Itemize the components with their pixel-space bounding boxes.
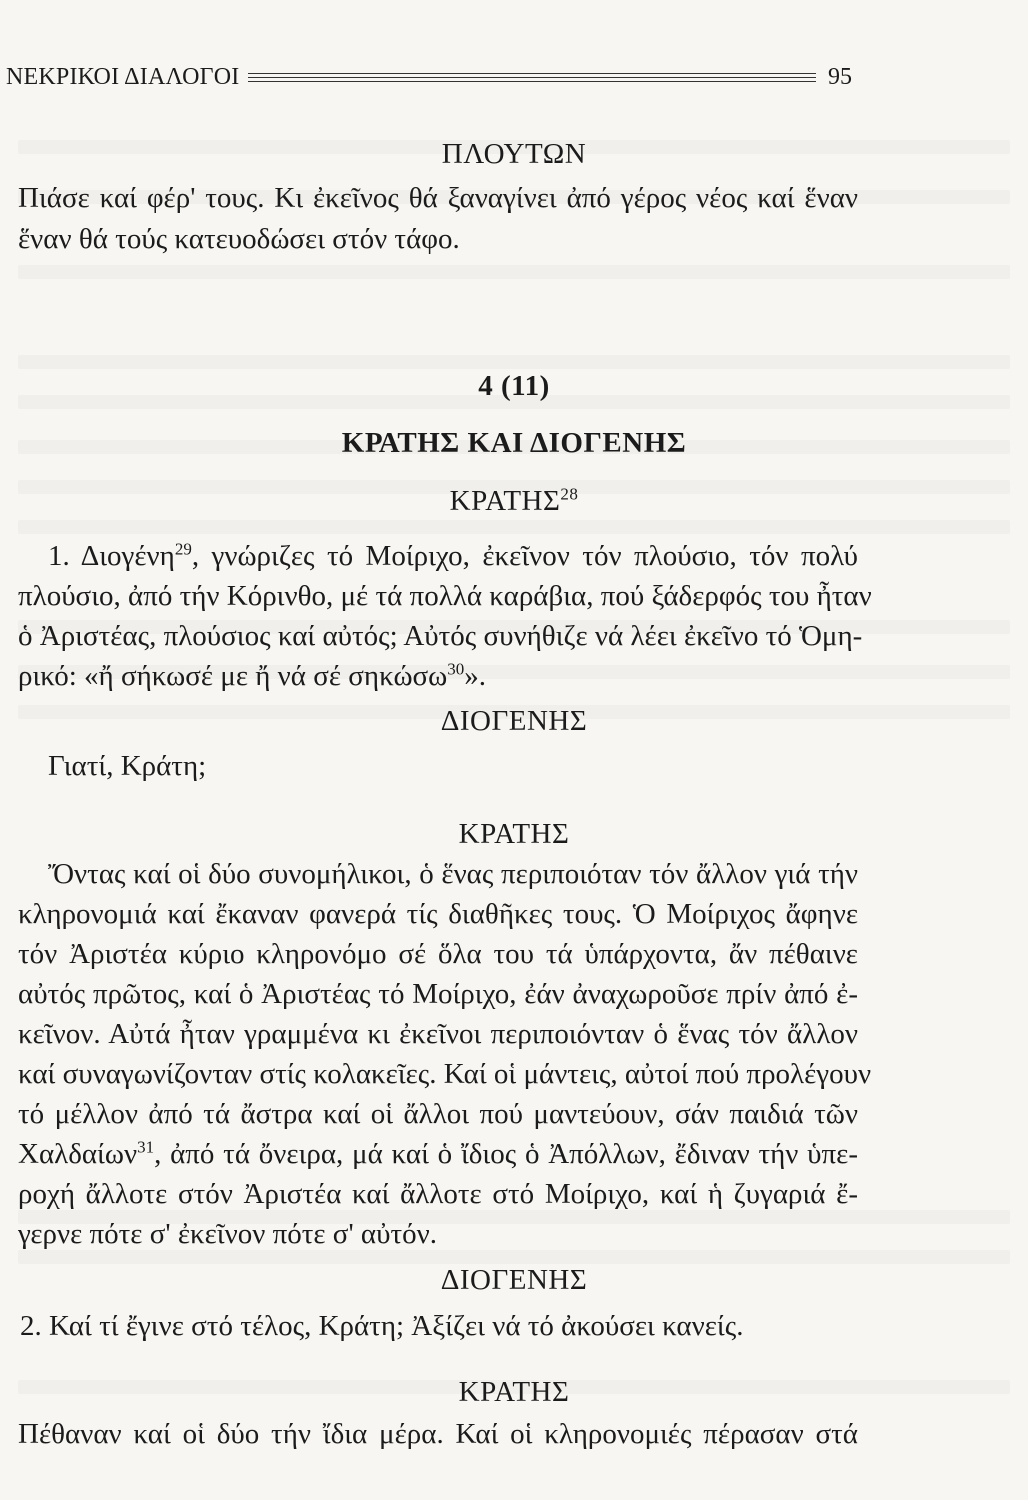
running-title: ΝΕΚΡΙΚΟΙ ΔΙΑΛΟΓΟΙ [6, 64, 240, 90]
text-line: Χαλδαίων$^{31}$, ἀπό τά ὄνειρα, μά καί ὁ ἴδιος ὁ Ἀπόλλων, ἔδιναν τήν ὑπε- [18, 1137, 858, 1170]
text-line: ἕναν θά τούς κατευοδώσει στόν τάφο. [18, 223, 460, 255]
text-line: κληρονομιά καί ἔκαναν φανερά τίς διαθῆκες τους. Ὁ Μοίριχος ἄφηνε [18, 898, 858, 930]
text-line: 2. Καί τί ἔγινε στό τέλος, Κράτη; Ἀξίζει νά τό ἀκούσει κανείς. [20, 1310, 744, 1342]
text-line: γερνε πότε σ' ἐκεῖνον πότε σ' αὐτόν. [18, 1218, 437, 1250]
text-line: ροχή ἄλλοτε στόν Ἀριστέα καί ἄλλοτε στό Μοίριχο, καί ἡ ζυγαριά ἔ- [18, 1178, 858, 1210]
footnote-ref: 30 [447, 659, 465, 679]
text-line: ὁ Ἀριστέας, πλούσιος καί αὐτός; Αὐτός συνήθιζε νά λέει ἐκεῖνο τό Ὁμη- [18, 620, 863, 652]
header-rule [248, 77, 816, 78]
speaker-heading: ΚΡΑΤΗΣ$^{28}$ [449, 484, 579, 517]
text-line: πλούσιο, ἀπό τήν Κόρινθο, μέ τά πολλά καράβια, πού ξάδερφός του ἦταν [18, 580, 872, 612]
header-rule [248, 81, 816, 82]
header-rule [248, 73, 816, 74]
text-line: τόν Ἀριστέα κύριο κληρονόμο σέ ὅλα του τά ὑπάρχοντα, ἄν πέθαινε [18, 938, 858, 970]
text-line: τό μέλλον ἀπό τά ἄστρα καί οἱ ἄλλοι πού μαντεύουν, σάν παιδιά τῶν [18, 1098, 858, 1130]
text-line: κεῖνον. Αὐτά ἦταν γραμμένα κι ἐκεῖνοι περιποιόνταν ὁ ἕνας τόν ἄλλον [18, 1018, 858, 1050]
text-line: Ὄντας καί οἱ δύο συνομήλικοι, ὁ ἕνας περιποιόταν τόν ἄλλον γιά τήν [48, 858, 858, 890]
speaker-heading: ΚΡΑΤΗΣ [458, 1376, 570, 1408]
text-line: καί συναγωνίζονταν στίς κολακεῖες. Καί οἱ μάντεις, αὐτοί πού προλέγουν [18, 1058, 872, 1090]
footnote-ref: 31 [137, 1137, 155, 1157]
text-line: 1. Διογένη$^{29}$, γνώριζες τό Μοίριχο, ἐκεῖνον τόν πλούσιο, τόν πολύ [48, 539, 858, 572]
speaker-heading: ΔΙΟΓΕΝΗΣ [440, 705, 588, 737]
text-line: Γιατί, Κράτη; [48, 750, 207, 782]
dialogue-title: ΚΡΑΤΗΣ ΚΑΙ ΔΙΟΓΕΝΗΣ [341, 427, 687, 459]
text-line: Πιάσε καί φέρ' τους. Κι ἐκεῖνος θά ξαναγίνει ἀπό γέρος νέος καί ἕναν [18, 182, 858, 214]
text-line: αὐτός πρῶτος, καί ὁ Ἀριστέας τό Μοίριχο, ἐάν ἀναχωροῦσε πρίν ἀπό ἐ- [18, 978, 858, 1010]
footnote-ref: 28 [560, 484, 579, 504]
footnote-ref: 29 [174, 539, 192, 559]
dialogue-number: 4 (11) [478, 370, 550, 402]
running-header [0, 62, 1028, 96]
text-line: Πέθαναν καί οἱ δύο τήν ἴδια μέρα. Καί οἱ κληρονομιές πέρασαν στά [18, 1418, 858, 1450]
speaker-heading: ΔΙΟΓΕΝΗΣ [440, 1264, 588, 1296]
page-number: 95 [828, 64, 852, 90]
speaker-heading: ΠΛΟΥΤΩΝ [441, 138, 587, 170]
speaker-heading: ΚΡΑΤΗΣ [458, 818, 570, 850]
text-line: ρικό: «ἤ σήκωσέ με ἤ νά σέ σηκώσω$^{30}$». [18, 659, 487, 692]
